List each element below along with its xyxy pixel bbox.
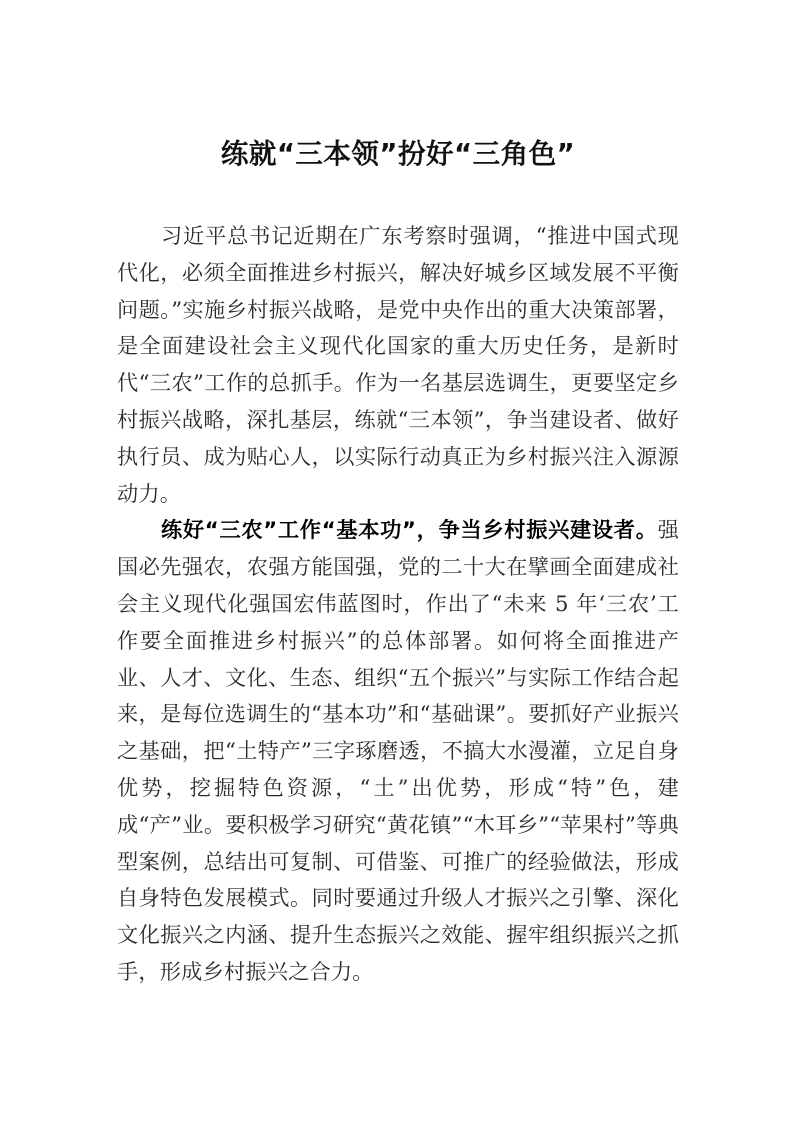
paragraph-2 xyxy=(117,512,679,990)
paragraph-2-lead-sentence: 练好“三农”工作“基本功”，争当乡村振兴建设者。 xyxy=(161,517,658,543)
page-title: 练就“三本领”扮好“三角色” xyxy=(220,138,576,170)
paragraph-1: 习近平总书记近期在广东考察时强调，“推进中国式现代化，必须全面推进乡村振兴，解决好城乡区域发展不平衡问题。”实施乡村振兴战略，是党中央作出的重大决策部署，是全面建设社会主义现代化国家的重大历史任务，是新时代“三农”工作的总抓手。作为一名基层选调生，更要坚定乡村振兴战略，深扎基层，练就“三本领”，争当建设者、做好执行员、成为贴心人，以实际行动真正为乡村振兴注入源源动力。 xyxy=(117,223,679,506)
paragraph-2-text: 强国必先强农，农强方能国强，党的二十大在擘画全面建成社会主义现代化强国宏伟蓝图时，作出了“未来 5 年‘三农’工作要全面推进乡村振兴”的总体部署。如何将全面推进产业、人才、文化、生态、组织“五个振兴”与实际工作结合起来，是每位选调生的“基本功”和“基础课”。要抓好产业振兴之基础，把“土特产”三字琢磨透，不搞大水漫灌，立足自身优势，挖掘特色资源，“土”出优势，形成“特”色，建成“产”业。要积极学习研究“黄花镇”“木耳乡”“苹果村”等典型案例，总结出可复制、可借鉴、可推广的经验做法，形成自身特色发展模式。同时要通过升级人才振兴之引擎、深化文化振兴之内涵、提升生态振兴之效能、握牢组织振兴之抓手，形成乡村振兴之合力。 xyxy=(117,517,679,984)
document-content xyxy=(117,0,679,991)
document-body xyxy=(117,218,679,991)
